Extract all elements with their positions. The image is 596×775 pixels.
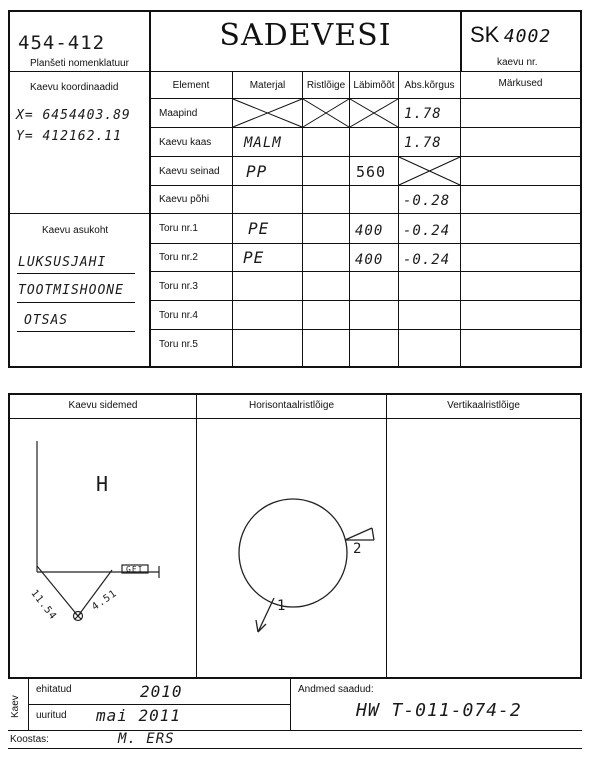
sketch-header: Vertikaalristlõige (447, 400, 520, 411)
well-label: kaevu nr. (497, 57, 538, 68)
column-header: Materjal (249, 80, 286, 91)
row-element: Toru nr.1 (159, 223, 198, 234)
cell-elevation: -0.24 (403, 223, 451, 239)
row-element: Toru nr.2 (159, 252, 198, 263)
column-header: Läbimõõt (353, 80, 395, 91)
location-line: OTSAS (24, 313, 69, 328)
row-element: Kaevu põhi (159, 194, 210, 205)
cell-material: MALM (244, 135, 282, 151)
coordinates-label: Kaevu koordinaadid (30, 82, 119, 93)
sketch-header: Kaevu sidemed (68, 400, 138, 411)
kaev-label: Kaev (10, 695, 21, 718)
cell-material: PP (246, 162, 268, 181)
uuritud-label: uuritud (36, 710, 67, 721)
cell-diameter: 560 (356, 163, 387, 181)
cell-elevation: -0.28 (403, 193, 451, 209)
row-element: Toru nr.3 (159, 281, 198, 292)
well-prefix: SK (470, 22, 500, 47)
plan-number: 454-412 (18, 32, 106, 54)
cell-elevation: 1.78 (404, 106, 442, 122)
column-header: Ristlõige (306, 80, 346, 91)
ehitatud-label: ehitatud (36, 684, 72, 695)
cell-elevation: -0.24 (403, 252, 451, 268)
cell-elevation: 1.78 (404, 135, 442, 151)
row-element: Toru nr.5 (159, 339, 198, 350)
koostas-value: M. ERS (118, 731, 175, 747)
column-header: Märkused (498, 78, 543, 89)
page-title: SADEVESI (219, 18, 392, 53)
andmed-value: HW T-011-074-2 (356, 700, 522, 721)
cell-diameter: 400 (355, 223, 384, 239)
plan-label: Planšeti nomenklatuur (30, 58, 129, 69)
coordinate-x: X= 6454403.89 (16, 108, 131, 123)
location-line: TOOTMISHOONE (18, 283, 124, 298)
measure-right: 4.51 (90, 587, 120, 614)
row-element: Toru nr.4 (159, 310, 198, 321)
row-element: Kaevu seinad (159, 166, 220, 177)
uuritud-value: mai 2011 (96, 706, 182, 725)
column-header: Element (172, 80, 210, 91)
pipe-2-label: 2 (353, 541, 363, 557)
building-mark: GEI (126, 565, 144, 574)
row-element: Kaevu kaas (159, 137, 212, 148)
ehitatud-value: 2010 (140, 682, 183, 701)
cell-material: PE (243, 248, 265, 267)
well-number-value: 4002 (503, 26, 552, 47)
sketch-header: Horisontaalristlõige (248, 400, 335, 411)
sidemed-mark: H (96, 472, 110, 496)
koostas-label: Koostas: (10, 734, 49, 745)
location-label: Kaevu asukoht (42, 225, 109, 236)
measure-left: 11.54 (28, 588, 59, 623)
cell-diameter: 400 (355, 252, 384, 268)
pipe-1-label: 1 (277, 598, 287, 614)
cell-material: PE (248, 219, 270, 238)
row-element: Maapind (159, 108, 198, 119)
coordinate-y: Y= 412162.11 (16, 129, 122, 144)
andmed-label: Andmed saadud: (298, 684, 374, 695)
location-line: LUKSUSJAHI (18, 255, 107, 270)
column-header: Abs.kõrgus (404, 80, 455, 91)
